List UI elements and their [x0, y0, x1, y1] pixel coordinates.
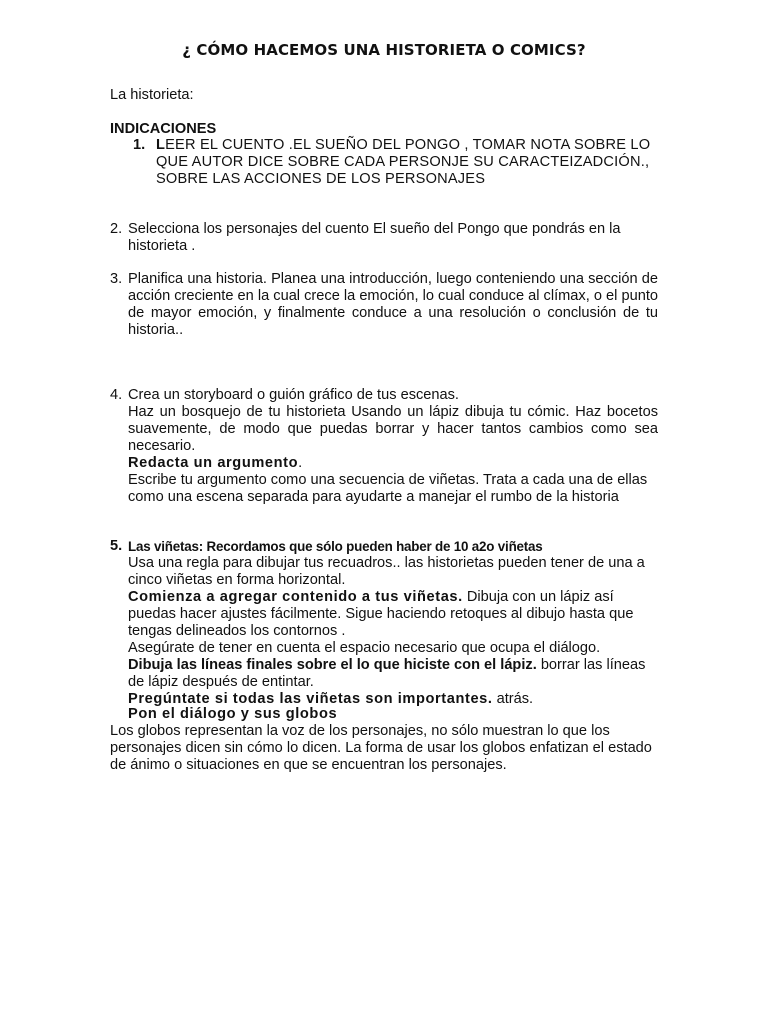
list-number: 3.	[110, 271, 123, 287]
page-title: ¿ CÓMO HACEMOS UNA HISTORIETA O COMICS?	[182, 41, 586, 59]
argument-paragraph: Escribe tu argumento como una secuencia de viñetas. Trata a cada una de ellas como una escena separada para ayudarte a manejar el rumbo de la historia	[128, 472, 648, 505]
indications-heading: INDICACIONES	[110, 121, 217, 137]
list-number: 2.	[110, 221, 123, 237]
drop-letter: L	[156, 137, 166, 153]
dialogue-space-line: Asegúrate de tener en cuenta el espacio necesario que ocupa el diálogo.	[128, 640, 601, 656]
content-text: Dibuja con un lápiz así puedas hacer ajustes fácilmente. Sigue haciendo retoques al dibujo hasta que tengas delineados los contornos .	[128, 589, 634, 639]
ask-heading: Pregúntate si todas las viñetas son importantes.	[128, 691, 493, 707]
argument-tail: .	[298, 455, 303, 471]
dialogue-heading: Pon el diálogo y sus globos	[128, 706, 338, 722]
list-item-text: Selecciona los personajes del cuento El sueño del Pongo que pondrás en la historieta .	[128, 221, 621, 254]
list-item-text	[156, 137, 656, 188]
argument-line	[128, 455, 658, 472]
list-number: 1.	[133, 137, 146, 153]
list-item-text: Planifica una historia. Planea una introducción, luego conteniendo una sección de acción creciente en la cual crece la emoción, lo cual conduce al clímax, o el punto de mayor emoción, y finalmente conduce a una resolución o conclusión de tu historia..	[128, 271, 658, 338]
sketch-paragraph: Haz un bosquejo de tu historieta Usando un lápiz dibuja tu cómic. Haz bocetos suavemente, de modo que puedas borrar y hacer tantos cambios como sea necesario.	[128, 404, 658, 454]
intro-text: La historieta:	[110, 87, 194, 103]
final-lines-paragraph	[128, 657, 658, 691]
ruler-paragraph: Usa una regla para dibujar tus recuadros.. las historietas pueden tener de una a cinco viñetas en forma horizontal.	[128, 555, 645, 588]
list-number: 5.	[110, 538, 123, 554]
vignettes-heading: Las viñetas: Recordamos que sólo pueden haber de 10 a2o viñetas	[128, 539, 543, 554]
content-heading: Comienza a agregar contenido a tus viñetas.	[128, 589, 463, 605]
list-item-text: Crea un storyboard o guión gráfico de tus escenas.	[128, 387, 459, 403]
final-lines-heading: Dibuja las líneas finales sobre el lo que hiciste con el lápiz.	[128, 657, 537, 673]
argument-heading: Redacta un argumento	[128, 455, 299, 471]
final-lines-text: borrar las líneas de lápiz después de entintar.	[128, 657, 646, 690]
content-paragraph	[128, 589, 658, 640]
item-1-body: EER EL CUENTO .EL SUEÑO DEL PONGO , TOMAR NOTA SOBRE LO QUE AUTOR DICE SOBRE CADA PERSONJE SU CARACTEIZADCIÓN., SOBRE LAS ACCIONES DE LOS PERSONAJES	[156, 137, 651, 187]
list-number: 4.	[110, 387, 123, 403]
closing-paragraph: Los globos representan la voz de los personajes, no sólo muestran lo que los personajes dicen sin cómo lo dicen. La forma de usar los globos enfatizan el estado de ánimo o situaciones en que se encuentran los personajes.	[110, 723, 652, 773]
ask-text: atrás.	[492, 691, 534, 707]
